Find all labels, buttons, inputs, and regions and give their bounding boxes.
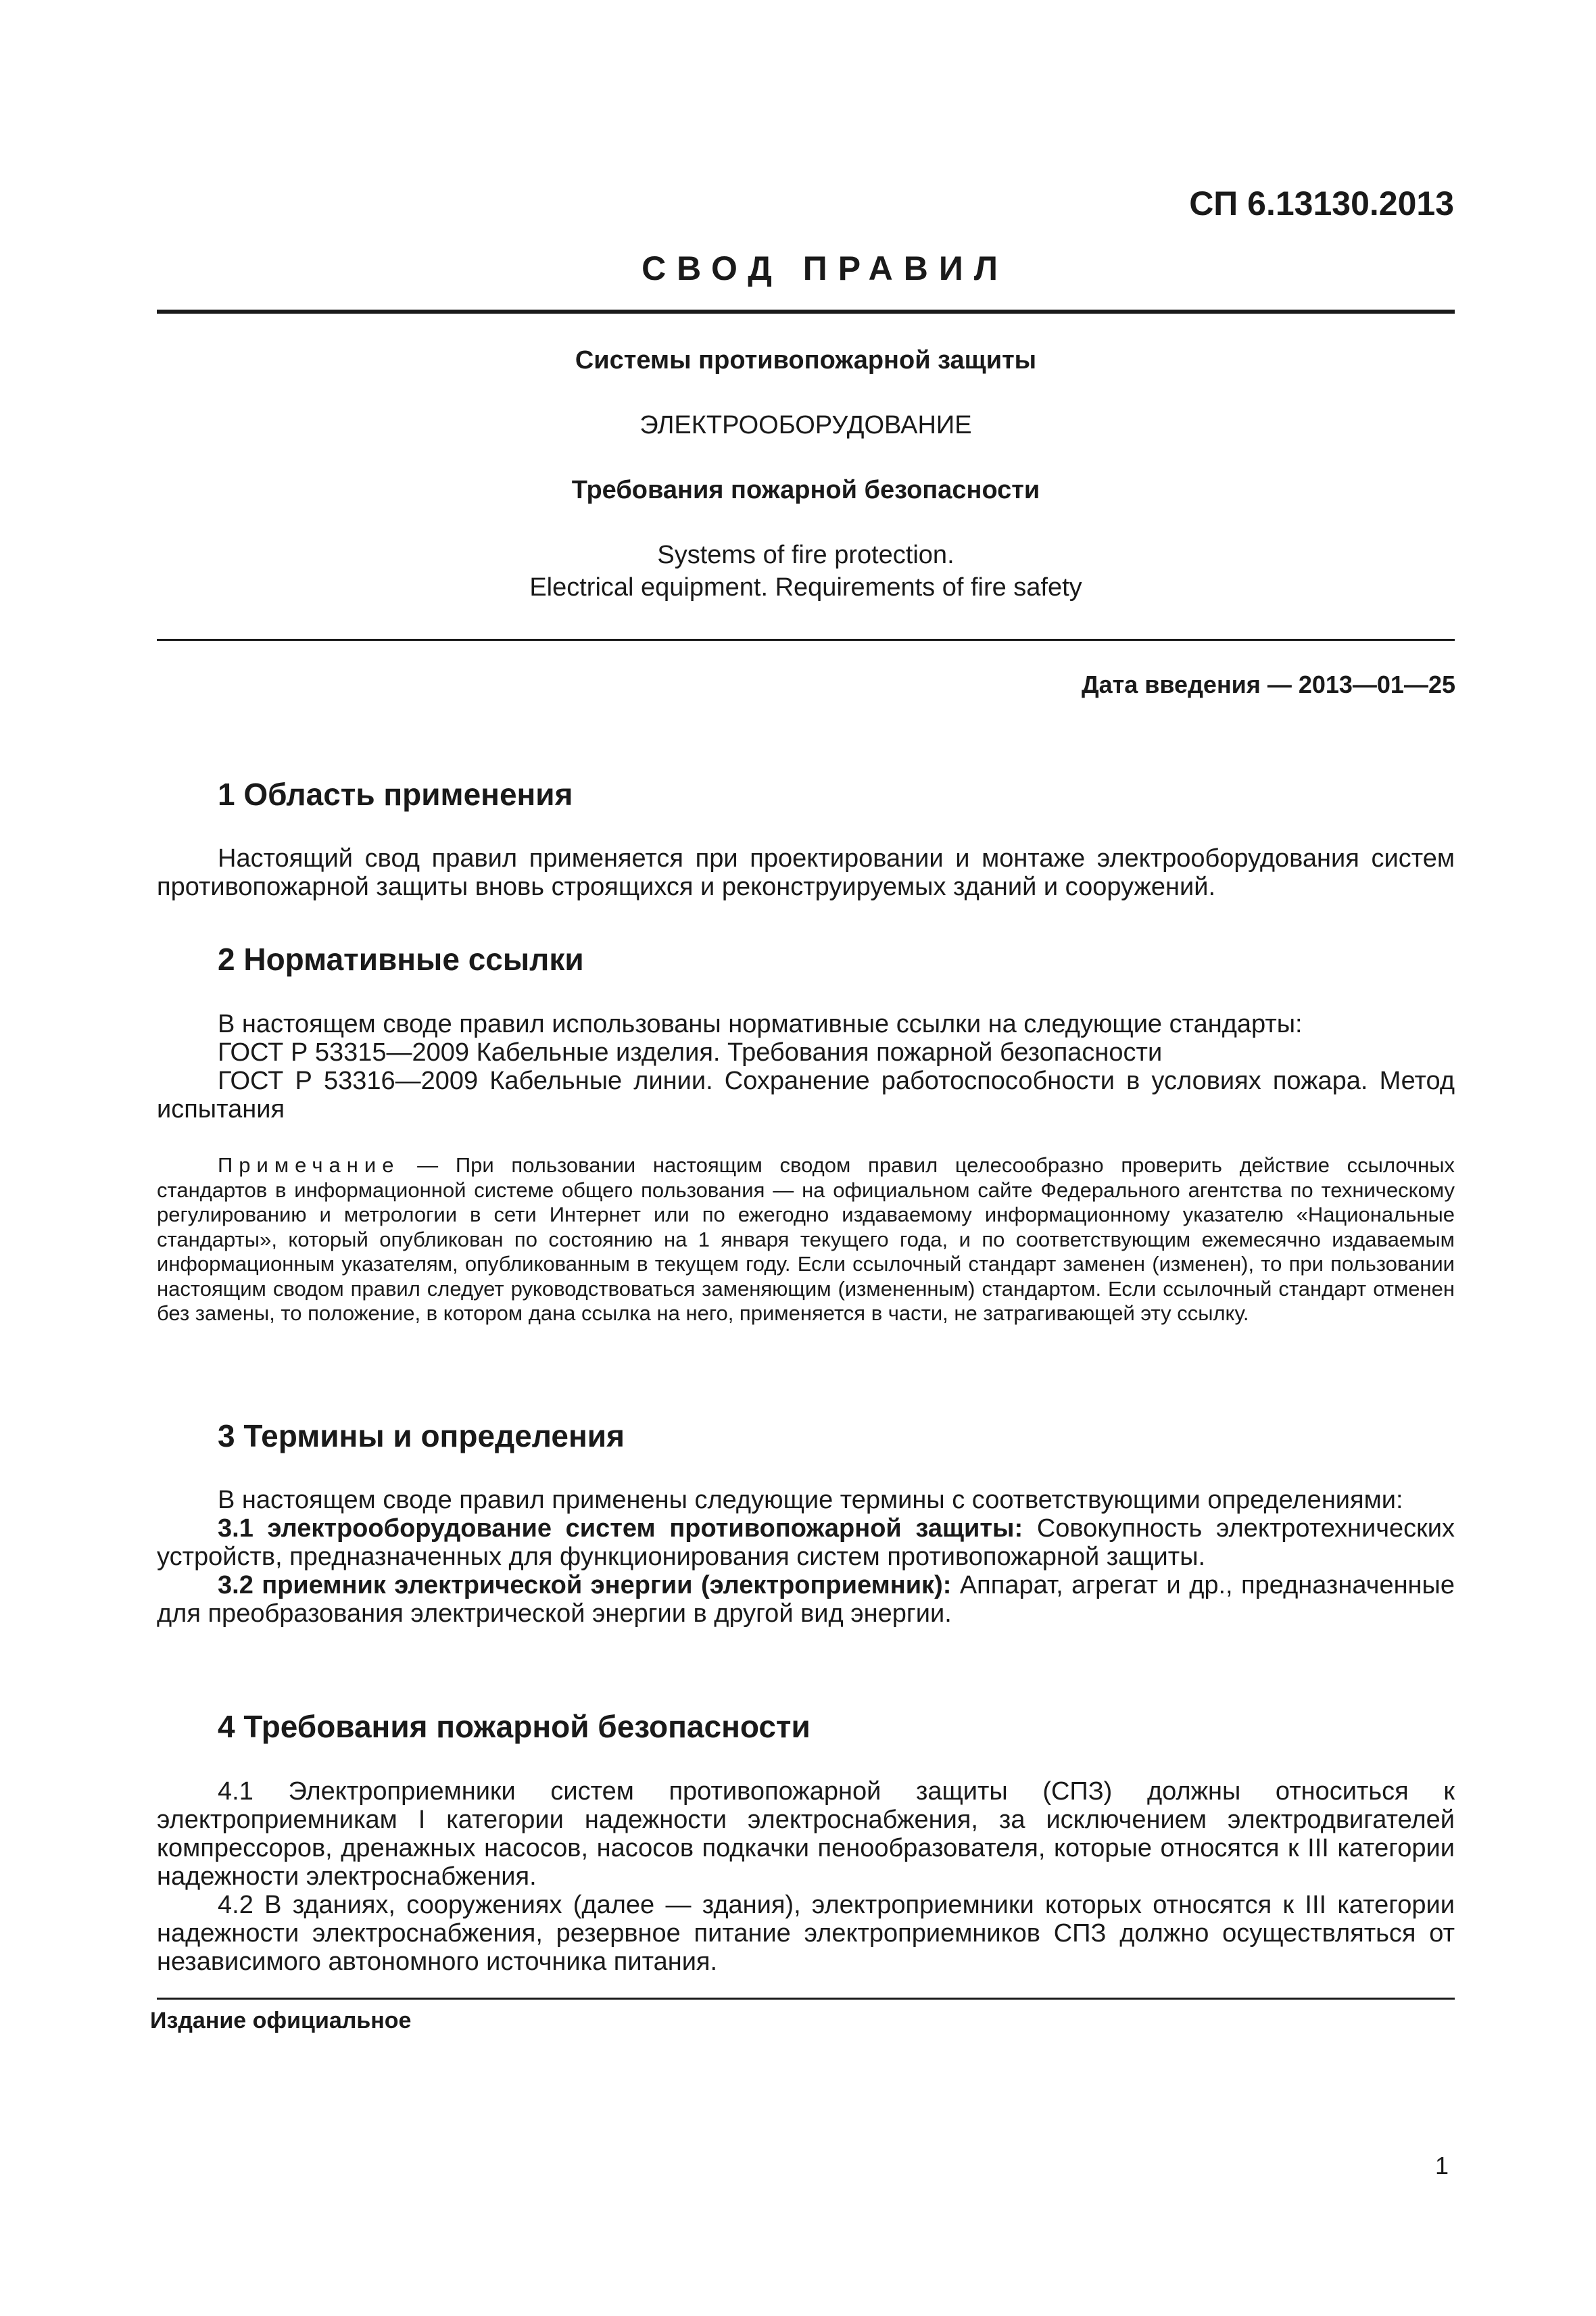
paragraph: Настоящий свод правил применяется при проектировании и монтаже электрооборудования систем противопожарной защиты вновь строящихся и реконструируемых зданий и сооружений.	[157, 844, 1455, 901]
paragraph: ГОСТ Р 53315—2009 Кабельные изделия. Требования пожарной безопасности	[218, 1038, 1163, 1067]
term: 3.1 электрооборудование систем противопожарной защиты:	[218, 1514, 1023, 1543]
section-heading: 2 Нормативные ссылки	[218, 942, 584, 977]
title-divider	[157, 639, 1455, 641]
definition: Аппарат, агрегат и др., предназначенные для преобразования электрической энергии в другой вид энергии.	[157, 1571, 1455, 1628]
title-line-2: ЭЛЕКТРООБОРУДОВАНИЕ	[639, 411, 972, 439]
en-title-line-1: Systems of fire protection.	[657, 541, 954, 569]
paragraph: ГОСТ Р 53316—2009 Кабельные линии. Сохранение работоспособности в условиях пожара. Метод испытания	[157, 1067, 1455, 1124]
introduction-date: Дата введения — 2013—01—25	[1081, 671, 1455, 698]
paragraph: 4.2 В зданиях, сооружениях (далее — здания), электроприемники которых относятся к III категории надежности электроснабжения, резервное питание электроприемников СПЗ должно осуществляться от независимого автономного источника питания.	[157, 1891, 1455, 1976]
edition-label: Издание официальное	[150, 2008, 412, 2033]
note-label: Примечание	[218, 1153, 400, 1177]
section-body	[157, 844, 1455, 901]
section-heading: 4 Требования пожарной безопасности	[218, 1709, 811, 1744]
note-text: — При пользовании настоящим сводом правил целесообразно проверить действие ссылочных стандартов в информационной системе общего пользования — на официальном сайте Федерального агентства по техническому регулированию и метрологии в сети Интернет или по ежегодно издаваемому информационному указателю «Национальные стандарты», который опубликован по состоянию на 1 января текущего года, и по соответствующим ежемесячно издаваемым информационным указателям, опубликованным в текущем году. Если ссылочный стандарт заменен (изменен), то при пользовании настоящим сводом правил следует руководствоваться заменяющим (измененным) стандартом. Если ссылочный стандарт отменен без замены, то положение, в котором дана ссылка на него, применяется в части, не затрагивающей эту ссылку.	[157, 1153, 1455, 1325]
document-kind: СВОД ПРАВИЛ	[642, 249, 1009, 287]
section-body	[157, 1777, 1455, 1976]
page-number: 1	[1434, 2152, 1449, 2179]
section-body	[157, 1010, 1455, 1124]
section-heading: 1 Область применения	[218, 777, 573, 812]
section-body	[157, 1486, 1455, 1628]
footer-divider	[157, 1998, 1455, 2000]
header-divider	[157, 310, 1455, 314]
title-line-1: Системы противопожарной защиты	[575, 346, 1037, 375]
definition: Совокупность электротехнических устройств, предназначенных для функционирования систем противопожарной защиты.	[157, 1514, 1455, 1571]
term-definition	[157, 1571, 1455, 1628]
paragraph: В настоящем своде правил применены следующие термины с соответствующими определениями:	[218, 1486, 1403, 1514]
en-title-line-2: Electrical equipment. Requirements of fire safety	[529, 573, 1082, 602]
section-heading: 3 Термины и определения	[218, 1418, 625, 1453]
document-code: СП 6.13130.2013	[1189, 185, 1454, 222]
paragraph: В настоящем своде правил использованы нормативные ссылки на следующие стандарты:	[218, 1010, 1303, 1038]
title-line-3: Требования пожарной безопасности	[571, 476, 1040, 504]
term: 3.2 приемник электрической энергии (электроприемник):	[218, 1571, 952, 1599]
term-definition	[157, 1514, 1455, 1571]
paragraph: 4.1 Электроприемники систем противопожарной защиты (СПЗ) должны относиться к электроприемникам I категории надежности электроснабжения, за исключением электродвигателей компрессоров, дренажных насосов, насосов подкачки пенообразователя, которые относятся к III категории надежности электроснабжения.	[157, 1777, 1455, 1891]
note	[157, 1153, 1455, 1326]
